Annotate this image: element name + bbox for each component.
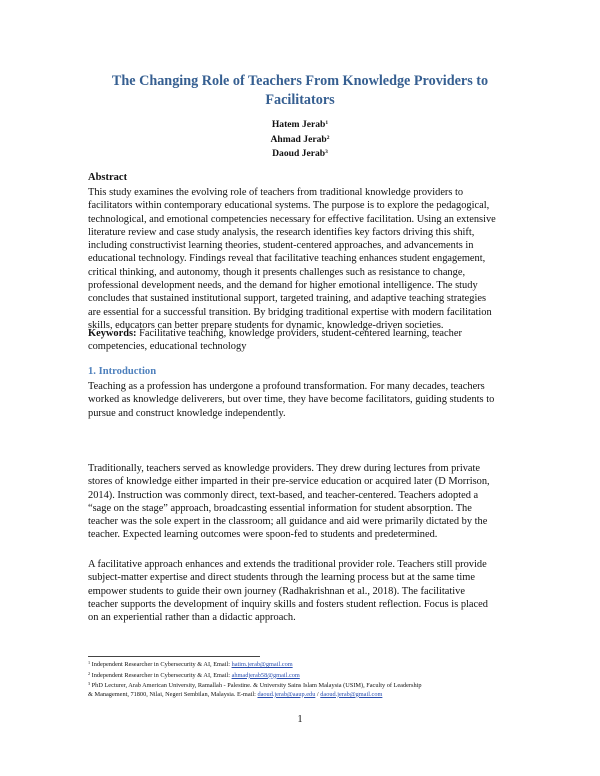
footnote-3-cont: & Management, 71800, Nilai, Negeri Sembilan, Malaysia. E-mail: daoud.jerab@aaup.edu / daoud.jerab@gmail.com — [88, 690, 383, 698]
abstract-heading: Abstract — [88, 172, 128, 183]
text-line: teacher. Expected learning outcomes were spoon-fed to students and predetermined. — [88, 529, 438, 541]
intro-paragraph-2 — [88, 462, 518, 542]
keywords — [88, 327, 518, 354]
text-line: teacher was the sole expert in the classroom; all guidance and aid were primarily dictated by the — [88, 516, 488, 528]
text-line: empower students to guide their own journey (Radhakrishnan et al., 2018). The facilitative — [88, 585, 465, 597]
author-1-footnote-mark[interactable]: 1 — [325, 120, 329, 126]
text-line: 2014). Instruction was commonly direct, text-based, and teacher-centered. Teachers adopted a — [88, 489, 479, 501]
text-line: Traditionally, teachers served as knowledge providers. They drew during lectures from private — [88, 463, 481, 474]
text-line: on an experiential rather than a didactic approach. — [88, 612, 296, 624]
keywords-text: Facilitative teaching, knowledge providers, student-centered learning, teacher — [136, 328, 462, 339]
author-1: Hatem Jerab$^1$ — [271, 119, 329, 130]
footnote-separator — [88, 656, 260, 657]
author-3: Daoud Jerab$^3$ — [272, 148, 328, 159]
abstract-body — [88, 186, 518, 332]
abstract-line: critical thinking, and autonomy, though it presents challenges such as resistance to change, — [88, 266, 466, 278]
text-line: A facilitative approach enhances and extends the traditional provider role. Teachers still provide — [88, 559, 487, 570]
footnotes — [88, 659, 528, 699]
abstract-line: including constructivist learning theories, student-centered approaches, and advancements in — [88, 240, 474, 252]
abstract-line: professional development needs, and the demand for higher emotional intelligence. The study — [88, 280, 478, 292]
author-3-footnote-mark[interactable]: 3 — [325, 149, 328, 155]
author-2-footnote-mark[interactable]: 2 — [326, 134, 330, 141]
text-line: pursue and construct knowledge independently. — [88, 407, 286, 419]
author-2: Ahmad Jerab$^2$ — [270, 133, 330, 145]
text-line: worked as knowledge deliverers, but over time, they have become facilitators, guiding students to — [88, 394, 495, 406]
abstract-line: skills, educators can better prepare students for dynamic, knowledge-driven societies. — [88, 319, 444, 331]
footnote-1: $^1$ Independent Researcher in Cybersecurity & AI, Email: hatim.jerab@gmail.com — [88, 660, 293, 668]
text-line: “sage on the stage” approach, broadcasting essential information for student absorption. The — [88, 502, 472, 514]
section-heading-introduction: 1. Introduction — [88, 366, 157, 377]
text-line: subject-matter expertise and direct students through the learning process but at the same time — [88, 572, 475, 584]
abstract-line: facilitators within contemporary educational systems. The purpose is to explore the pedagogical, — [88, 200, 490, 212]
text-line: stores of knowledge either imparted in their pre-service education or acquired later (D Morrison, — [88, 476, 490, 488]
page-number: 1 — [297, 714, 303, 725]
title-line-1: The Changing Role of Teachers From Knowledge Providers to — [111, 73, 489, 89]
keywords-label: Keywords: — [88, 328, 137, 339]
abstract-line: are essential for a successful transition. By bridging traditional expertise with modern facilitation — [88, 306, 492, 318]
abstract-line: concludes that sustained institutional support, targeted training, and adaptive teaching strategies — [88, 293, 487, 305]
footnote-3-email-link-1[interactable]: daoud.jerab@aaup.edu — [257, 690, 316, 698]
abstract-line: literature review and case study analysis, the research identifies key factors driving this shift, — [88, 226, 475, 238]
title-line-2: Facilitators — [265, 91, 335, 108]
abstract-line: technological, and emotional competencies necessary for effective facilitation. Using an extensive — [88, 213, 496, 225]
author-list — [0, 117, 600, 161]
footnote-2-email-link[interactable]: ahmadjerab58@gmail.com — [231, 671, 300, 679]
intro-paragraph-3 — [88, 558, 518, 624]
intro-paragraph-1 — [88, 380, 518, 420]
footnote-3-email-link-2[interactable]: daoud.jerab@gmail.com — [320, 690, 383, 698]
text-line: teacher supports the development of inquiry skills and fosters student reflection. Focus is placed — [88, 598, 488, 610]
abstract-line: educational technology. Findings reveal that facilitative teaching enhances student engagement, — [88, 253, 486, 265]
footnote-3: $^3$ PhD Lecturer, Arab American University, Ramallah - Palestine. & University Sains Islam Malaysia (USIM), Faculty of Leadership — [88, 681, 422, 690]
keywords-text-cont: competencies, educational technology — [88, 341, 247, 353]
footnote-1-email-link[interactable]: hatim.jerab@gmail.com — [231, 661, 293, 668]
text-line: Teaching as a profession has undergone a profound transformation. For many decades, teachers — [88, 381, 485, 392]
footnote-2: $^2$ Independent Researcher in Cybersecurity & AI, Email: ahmadjerab58@gmail.com — [88, 670, 300, 679]
abstract-line: This study examines the evolving role of teachers from traditional knowledge providers to — [88, 187, 464, 198]
paper-title — [60, 72, 540, 109]
